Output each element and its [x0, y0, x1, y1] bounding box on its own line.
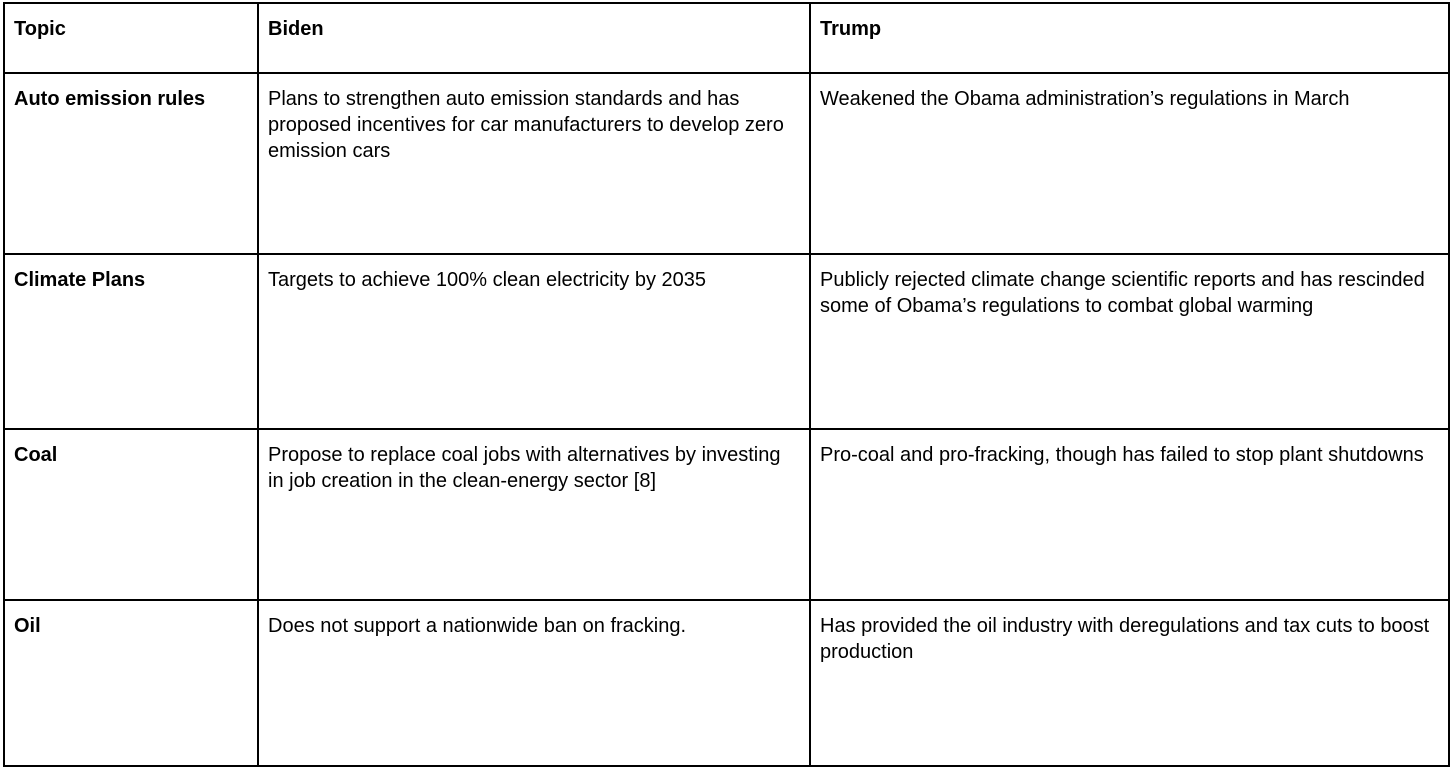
header-biden: Biden — [258, 3, 810, 73]
topic-cell: Auto emission rules — [4, 73, 258, 254]
table-row — [4, 429, 1449, 600]
topic-cell: Climate Plans — [4, 254, 258, 429]
table-row — [4, 600, 1449, 766]
trump-cell: Weakened the Obama administration’s regulations in March — [810, 73, 1449, 254]
trump-cell: Publicly rejected climate change scientific reports and has rescinded some of Obama’s regulations to combat global warming — [810, 254, 1449, 429]
comparison-table — [3, 2, 1450, 767]
table-row — [4, 254, 1449, 429]
biden-cell: Targets to achieve 100% clean electricity by 2035 — [258, 254, 810, 429]
header-trump: Trump — [810, 3, 1449, 73]
table-header-row — [4, 3, 1449, 73]
biden-cell: Does not support a nationwide ban on fracking. — [258, 600, 810, 766]
topic-cell: Oil — [4, 600, 258, 766]
table-row — [4, 73, 1449, 254]
header-topic: Topic — [4, 3, 258, 73]
trump-cell: Has provided the oil industry with deregulations and tax cuts to boost production — [810, 600, 1449, 766]
trump-cell: Pro-coal and pro-fracking, though has failed to stop plant shutdowns — [810, 429, 1449, 600]
topic-cell: Coal — [4, 429, 258, 600]
biden-cell: Propose to replace coal jobs with alternatives by investing in job creation in the clean-energy sector [8] — [258, 429, 810, 600]
biden-cell: Plans to strengthen auto emission standards and has proposed incentives for car manufacturers to develop zero emission cars — [258, 73, 810, 254]
